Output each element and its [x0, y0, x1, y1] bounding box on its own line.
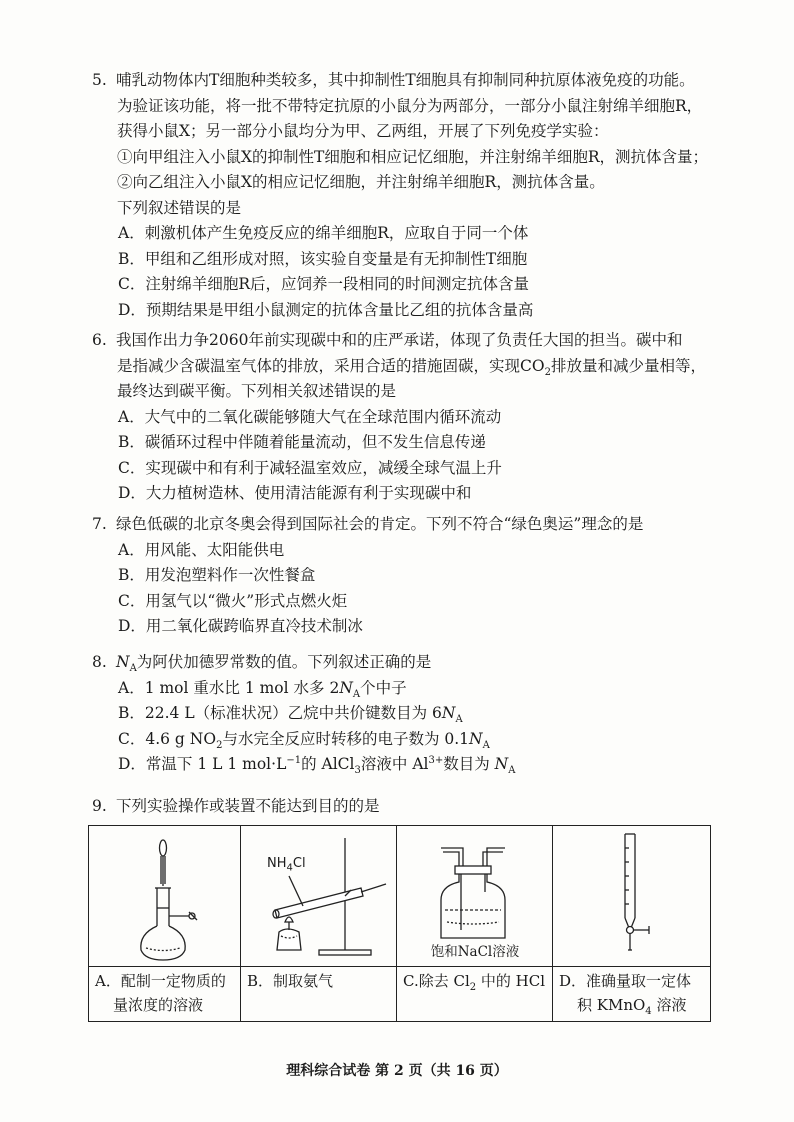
option-text: 个中子 [360, 678, 407, 697]
avogadro-symbol: N [469, 729, 483, 748]
option-c [92, 727, 732, 753]
option-d: D．大力植树造林、使用清洁能源有利于实现碳中和 [118, 484, 472, 502]
caption-line: 积 KMnO$_4$ 溶液 [577, 996, 687, 1017]
option-c: C．注射绵羊细胞R后，应饲养一段相同的时间测定抗体含量 [118, 275, 530, 293]
page-footer: 理科综合试卷 第 2 页（共 16 页） [286, 1063, 508, 1079]
volumetric-flask-icon [89, 826, 239, 966]
caption-d [553, 967, 711, 1022]
question-number: 8. [92, 653, 107, 671]
option-b: B．甲组和乙组形成对照，该实验自变量是有无抑制性T细胞 [118, 249, 528, 268]
question-7 [92, 512, 732, 640]
apparatus-table [88, 825, 711, 1022]
acid-burette-icon [553, 826, 711, 966]
figure-c-wash-bottle [397, 826, 553, 967]
option-text: 数目为 [443, 755, 495, 773]
option-a: A．用风能、太阳能供电 [118, 540, 285, 559]
caption-line: C.除去 $Cl_2$ 中的 HCl [403, 972, 546, 993]
question-stem-tail: 排放量和减少量相等， [550, 356, 706, 375]
question-number: 7. [92, 515, 107, 533]
question-stem-line: 为验证该功能，将一批不带特定抗原的小鼠分为两部分，一部分小鼠注射绵羊细胞R， [117, 96, 703, 115]
avogadro-symbol: N [441, 704, 456, 722]
question-stem: 为阿伏加德罗常数的值。下列叙述正确的是 [136, 653, 432, 671]
subscript: A [508, 765, 516, 777]
question-8 [92, 650, 732, 778]
subscript: A [352, 688, 361, 700]
question-stem: 下列实验操作或装置不能达到目的的是 [116, 797, 380, 815]
subscript: A [482, 739, 490, 751]
figure-b-ammonia-prep [241, 826, 397, 967]
question-stem-line: 我国作出力争2060年前实现碳中和的庄严承诺，体现了负责任大国的担当。碳中和 [116, 331, 683, 349]
avogadro-symbol: N [339, 678, 353, 697]
subscript: A [455, 714, 463, 726]
figure-c-label: 饱和NaCl溶液 [430, 944, 520, 960]
option-d: D．用二氧化碳跨临界直冷技术制冰 [118, 617, 363, 635]
option-a: A．刺激机体产生免疫反应的绵羊细胞R，应取自于同一个体 [118, 224, 529, 242]
subscript: 3 [354, 765, 361, 777]
subscript: 2 [216, 739, 223, 751]
question-number: 5. [92, 71, 107, 89]
question-number: 9. [92, 797, 107, 815]
caption-c [397, 967, 553, 1022]
option-d: D．预期结果是甲组小鼠测定的抗体含量比乙组的抗体含量高 [118, 300, 534, 319]
caption-b [241, 967, 397, 1022]
question-prompt: 最终达到碳平衡。下列相关叙述错误的是 [117, 382, 397, 400]
option-text: 的 AlCl [301, 755, 355, 773]
figure-d-burette [553, 826, 711, 967]
option-text: 与水完全反应时转移的电子数为 0.1 [222, 729, 470, 748]
caption-line: D．准确量取一定体 [559, 972, 692, 990]
option-text: 溶液中 Al [360, 755, 429, 773]
option-b [92, 701, 732, 727]
option-text: B．22.4 L（标准状况）乙烷中共价键数目为 6 [118, 704, 442, 722]
caption-line: B．制取氨气 [247, 972, 334, 990]
question-stem-line: 获得小鼠X；另一部分小鼠均分为甲、乙两组，开展了下列免疫学实验： [117, 122, 609, 140]
avogadro-symbol: N [494, 755, 509, 773]
caption-a [89, 967, 241, 1022]
question-number: 6. [92, 331, 107, 349]
question-stem-line: ①向甲组注入小鼠X的抑制性T细胞和相应记忆细胞，并注射绵羊细胞R，测抗体含量； [117, 147, 709, 166]
option-c: C．用氢气以“微火”形式点燃火炬 [118, 591, 348, 610]
question-stem: 绿色低碳的北京冬奥会得到国际社会的肯定。下列不符合“绿色奥运”理念的是 [116, 515, 644, 533]
figure-b-label: $NH_4Cl$ [267, 856, 306, 874]
caption-line: 量浓度的溶液 [113, 996, 204, 1014]
question-6 [92, 328, 732, 507]
caption-line: A．配制一定物质的 [95, 972, 226, 990]
question-stem-line: 哺乳动物体内T细胞种类较多，其中抑制性T细胞具有抑制同种抗原体液免疫的功能。 [116, 71, 695, 89]
ammonia-apparatus-icon [241, 826, 397, 966]
subscript: 2 [544, 366, 551, 378]
option-text: D．常温下 1 L 1 mol·L [118, 755, 287, 773]
superscript: 3+ [428, 754, 444, 766]
question-stem-line: 是指减少含碳温室气体的排放，采用合适的措施固碳，实现CO [117, 356, 545, 375]
question-5 [92, 68, 732, 323]
question-stem-line: ②向乙组注入小鼠X的相应记忆细胞，并注射绵羊细胞R，测抗体含量。 [117, 173, 605, 191]
option-text: A．1 mol 重水比 1 mol 水多 2 [118, 678, 340, 697]
question-9 [92, 794, 732, 820]
subscript: A [129, 663, 137, 675]
figure-a-volumetric-flask [89, 826, 241, 967]
option-d [92, 752, 732, 778]
option-c: C．实现碳中和有利于减轻温室效应，减缓全球气温上升 [118, 458, 502, 477]
option-a: A．大气中的二氧化碳能够随大气在全球范围内循环流动 [118, 407, 502, 426]
superscript: −1 [286, 754, 302, 766]
option-b: B．碳循环过程中伴随着能量流动，但不发生信息传递 [118, 433, 486, 451]
question-prompt: 下列叙述错误的是 [117, 198, 242, 217]
option-b: B．用发泡塑料作一次性餐盒 [118, 566, 316, 584]
option-text: C．4.6 g NO [118, 729, 217, 748]
option-a [92, 676, 732, 702]
avogadro-symbol: N [116, 653, 130, 671]
